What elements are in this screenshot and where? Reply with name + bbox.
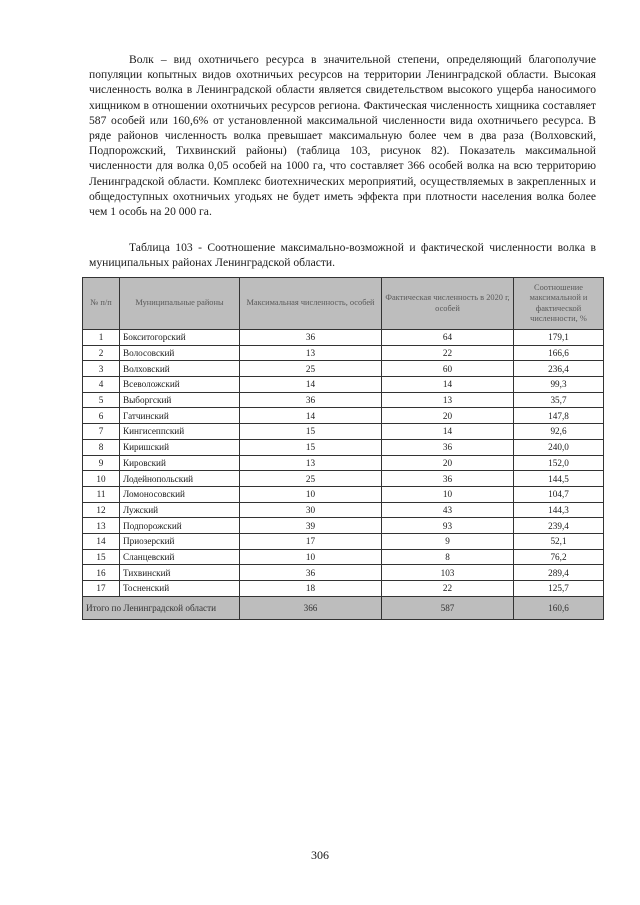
row-actual: 10 bbox=[382, 486, 514, 502]
row-ratio: 125,7 bbox=[514, 581, 604, 597]
row-number: 13 bbox=[83, 518, 120, 534]
row-number: 9 bbox=[83, 455, 120, 471]
header-number: № п/п bbox=[83, 278, 120, 330]
row-actual: 103 bbox=[382, 565, 514, 581]
row-ratio: 147,8 bbox=[514, 408, 604, 424]
page-number: 306 bbox=[311, 848, 329, 862]
row-number: 14 bbox=[83, 533, 120, 549]
row-district: Кингисеппский bbox=[120, 424, 240, 440]
table-row bbox=[83, 361, 604, 377]
row-ratio: 166,6 bbox=[514, 345, 604, 361]
row-max: 13 bbox=[240, 455, 382, 471]
row-district: Выборгский bbox=[120, 392, 240, 408]
row-ratio: 76,2 bbox=[514, 549, 604, 565]
table-row bbox=[83, 565, 604, 581]
row-ratio: 99,3 bbox=[514, 377, 604, 393]
table-row bbox=[83, 502, 604, 518]
row-max: 36 bbox=[240, 330, 382, 346]
row-number: 6 bbox=[83, 408, 120, 424]
total-label: Итого по Ленинградской области bbox=[83, 596, 240, 619]
row-actual: 14 bbox=[382, 424, 514, 440]
table-header-row bbox=[83, 278, 604, 330]
row-max: 10 bbox=[240, 549, 382, 565]
header-actual-count: Фактическая численность в 2020 г, особей bbox=[382, 278, 514, 330]
row-ratio: 92,6 bbox=[514, 424, 604, 440]
table-caption: Таблица 103 - Соотношение максимально-возможной и фактической численности волка в муниципальных районах Ленинградской области. bbox=[89, 241, 596, 270]
row-number: 7 bbox=[83, 424, 120, 440]
row-max: 39 bbox=[240, 518, 382, 534]
row-number: 10 bbox=[83, 471, 120, 487]
row-actual: 13 bbox=[382, 392, 514, 408]
row-actual: 14 bbox=[382, 377, 514, 393]
row-ratio: 240,0 bbox=[514, 439, 604, 455]
wolf-population-table bbox=[82, 277, 604, 620]
row-district: Всеволожский bbox=[120, 377, 240, 393]
row-number: 4 bbox=[83, 377, 120, 393]
total-max: 366 bbox=[240, 596, 382, 619]
row-district: Киришский bbox=[120, 439, 240, 455]
row-district: Волосовский bbox=[120, 345, 240, 361]
row-district: Гатчинский bbox=[120, 408, 240, 424]
row-max: 36 bbox=[240, 392, 382, 408]
total-actual: 587 bbox=[382, 596, 514, 619]
row-ratio: 239,4 bbox=[514, 518, 604, 534]
row-actual: 20 bbox=[382, 455, 514, 471]
row-max: 25 bbox=[240, 361, 382, 377]
table-row bbox=[83, 533, 604, 549]
row-actual: 43 bbox=[382, 502, 514, 518]
header-ratio: Соотношение максимальной и фактической численности, % bbox=[514, 278, 604, 330]
row-district: Тосненский bbox=[120, 581, 240, 597]
row-max: 36 bbox=[240, 565, 382, 581]
table-row bbox=[83, 408, 604, 424]
row-number: 3 bbox=[83, 361, 120, 377]
row-max: 30 bbox=[240, 502, 382, 518]
row-ratio: 179,1 bbox=[514, 330, 604, 346]
row-number: 11 bbox=[83, 486, 120, 502]
row-district: Лужский bbox=[120, 502, 240, 518]
row-number: 12 bbox=[83, 502, 120, 518]
table-row bbox=[83, 518, 604, 534]
row-actual: 22 bbox=[382, 581, 514, 597]
table-row bbox=[83, 439, 604, 455]
row-max: 14 bbox=[240, 408, 382, 424]
row-max: 15 bbox=[240, 424, 382, 440]
row-actual: 22 bbox=[382, 345, 514, 361]
row-district: Подпорожский bbox=[120, 518, 240, 534]
row-ratio: 289,4 bbox=[514, 565, 604, 581]
row-district: Бокситогорский bbox=[120, 330, 240, 346]
table-row bbox=[83, 345, 604, 361]
row-max: 10 bbox=[240, 486, 382, 502]
row-max: 13 bbox=[240, 345, 382, 361]
table-row bbox=[83, 424, 604, 440]
row-number: 16 bbox=[83, 565, 120, 581]
row-max: 17 bbox=[240, 533, 382, 549]
row-max: 15 bbox=[240, 439, 382, 455]
table-row bbox=[83, 486, 604, 502]
row-number: 1 bbox=[83, 330, 120, 346]
row-max: 14 bbox=[240, 377, 382, 393]
row-ratio: 236,4 bbox=[514, 361, 604, 377]
row-district: Волховский bbox=[120, 361, 240, 377]
row-number: 2 bbox=[83, 345, 120, 361]
row-actual: 36 bbox=[382, 439, 514, 455]
table-row bbox=[83, 330, 604, 346]
row-actual: 36 bbox=[382, 471, 514, 487]
header-district: Муниципальные районы bbox=[120, 278, 240, 330]
row-actual: 64 bbox=[382, 330, 514, 346]
table-row bbox=[83, 377, 604, 393]
row-ratio: 144,3 bbox=[514, 502, 604, 518]
row-district: Ломоносовский bbox=[120, 486, 240, 502]
row-number: 15 bbox=[83, 549, 120, 565]
row-district: Приозерский bbox=[120, 533, 240, 549]
row-actual: 93 bbox=[382, 518, 514, 534]
row-district: Сланцевский bbox=[120, 549, 240, 565]
table-row bbox=[83, 392, 604, 408]
row-actual: 9 bbox=[382, 533, 514, 549]
row-number: 17 bbox=[83, 581, 120, 597]
total-ratio: 160,6 bbox=[514, 596, 604, 619]
table-total-row bbox=[83, 596, 604, 619]
row-max: 18 bbox=[240, 581, 382, 597]
table-row bbox=[83, 581, 604, 597]
table-row bbox=[83, 471, 604, 487]
row-ratio: 144,5 bbox=[514, 471, 604, 487]
row-district: Тихвинский bbox=[120, 565, 240, 581]
row-ratio: 152,0 bbox=[514, 455, 604, 471]
table-row bbox=[83, 455, 604, 471]
row-actual: 8 bbox=[382, 549, 514, 565]
header-max-count: Максимальная численность, особей bbox=[240, 278, 382, 330]
row-actual: 60 bbox=[382, 361, 514, 377]
row-ratio: 35,7 bbox=[514, 392, 604, 408]
row-number: 5 bbox=[83, 392, 120, 408]
row-number: 8 bbox=[83, 439, 120, 455]
body-paragraph: Волк – вид охотничьего ресурса в значительной степени, определяющий благополучие популяции копытных видов охотничьих ресурсов на территории Ленинградской области. Высокая численность волка в Ленинградской области является свидетельством высокого ущерба наносимого хищником в отношении охотничьих ресурсов региона. Фактическая численность хищника составляет 587 особей или 160,6% от установленной максимальной численности вида охотничьего ресурса. В ряде районов численность волка превышает максимальную более чем в два раза (Волховский, Подпорожский, Тихвинский районы) (таблица 103, рисунок 82). Показатель максимальной численности для волка 0,05 особей на 1000 га, что составляет 366 особей волка на всю территорию Ленинградской области. Комплекс биотехнических мероприятий, осуществляемых в закрепленных и общедоступных охотничьих угодьях не будет иметь эффекта при плотности населения волка более чем 1 особь на 20 000 га. bbox=[89, 53, 596, 219]
row-district: Лодейнопольский bbox=[120, 471, 240, 487]
row-ratio: 104,7 bbox=[514, 486, 604, 502]
row-ratio: 52,1 bbox=[514, 533, 604, 549]
row-district: Кировский bbox=[120, 455, 240, 471]
table-row bbox=[83, 549, 604, 565]
row-actual: 20 bbox=[382, 408, 514, 424]
row-max: 25 bbox=[240, 471, 382, 487]
